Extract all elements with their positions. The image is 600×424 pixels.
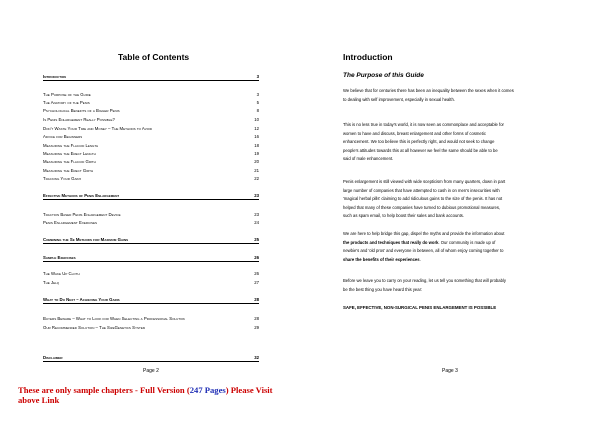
toc-entry[interactable] [43,316,259,322]
paragraph-line: such as spam email, to help boost their sales and bank accounts. [343,213,465,219]
toc-entry[interactable] [43,212,259,218]
toc-entry-label: Traction Based Penis Enlargement Device [43,212,121,217]
toc-entry[interactable] [43,134,259,140]
toc-entry[interactable] [43,176,259,182]
intro-paragraph [343,87,568,104]
toc-entry-label: Don't Waste Your Time and Money – The Methods to Avoid [43,126,153,131]
toc-entry-page: 27 [254,280,259,285]
paragraph-line: share the benefits of their experiences. [343,256,421,262]
toc-entry-page: 8 [256,108,259,113]
toc-entry-label: Psychological Benefits of a Bigger Penis [43,108,120,113]
toc-entry-page: 19 [254,151,259,156]
toc-entry-label: Measuring the Erect Length [43,151,96,156]
toc-entry[interactable] [43,194,259,200]
toc-entry-label: The Purpose of the Guide [43,92,91,97]
toc-entry-page: 25 [254,237,259,242]
toc-entry[interactable] [43,256,259,262]
toc-entry-page: 12 [254,126,259,131]
toc-entry-label: Is Penis Enlargement Really Possible? [43,117,115,122]
intro-paragraph [343,178,568,221]
toc-entry-label: Buyers Beware – What to Look for When Selecting a Professional Solution [43,316,186,321]
toc-entry[interactable] [43,280,259,286]
paragraph-line: enhancement. We too believe this is perfectly right, and would not seek to change [343,139,495,145]
toc-entry[interactable] [43,75,259,81]
toc-entry-label: Tracking Your Gains [43,176,82,181]
toc-entry-page: 26 [254,271,259,276]
toc-entry[interactable] [43,126,259,132]
toc-entry[interactable] [43,220,259,226]
left-page [0,0,300,390]
sample-notice-suffix: ) Please Visit [225,385,273,395]
intro-paragraph [343,121,568,164]
toc-entry-label: Introduction [43,74,67,79]
paragraph-line: helped that many of these companies have turned to dubious promotional measures, [343,204,501,210]
closing-statement: SAFE, EFFECTIVE, NON-SURGICAL PENIS ENLARGEMENT IS POSSIBLE [343,305,497,310]
toc-entry-label: Penis Enlargement Exercises [43,220,97,225]
paragraph-line: Before we leave you to carry on your reading, let us tell you something that will probably [343,278,506,283]
toc-entry[interactable] [43,238,259,244]
paragraph-line: to dealing with self improvement, especially in sexual health. [343,96,455,102]
toc-entry[interactable] [43,159,259,165]
toc-entry-page: 26 [254,255,259,260]
toc-entry-label: Measuring the Flaccid Girth [43,159,96,164]
intro-paragraph [343,277,568,294]
toc-entry[interactable] [43,168,259,174]
toc-entry-label: Combining the Se Methods for Maximum Gains [43,237,129,242]
toc-entry-page: 16 [254,134,259,139]
intro-title: Introduction [343,52,393,62]
toc-entry[interactable] [43,92,259,98]
page-number-right: Page 3 [442,368,458,374]
paragraph-line: the products and techniques that really do work. Our community is made up of [343,239,496,245]
toc-entry-label: What to Do Next – Achieving Your Gains [43,297,120,302]
intro-paragraph [343,230,568,264]
toc-entry-page: 23 [254,193,259,198]
paragraph-line: be the best thing you have heard this year: [343,286,423,292]
paragraph-line: people's attitudes towards this at all however we feel the same should be able to be [343,147,498,153]
toc-entry-page: 3 [256,74,259,79]
paragraph-line: This is no less true in today's world, it is now seen as commonplace and acceptable for [343,122,504,127]
paragraph-line: We are here to help bridge this gap, dispel the myths and provide the information about [343,231,505,236]
toc-entry-page: 24 [254,220,259,225]
intro-subtitle: The Purpose of this Guide [343,72,424,79]
paragraph-line: 'magical herbal pills' claiming to add ridiculous gains to the size of the penis. It has not [343,196,503,202]
toc-entry-page: 23 [254,212,259,217]
paragraph-line: newbie's and 'old pros' and everyone in between, all of whom enjoy coming together to [343,248,504,254]
paragraph-line: Penis enlargement is still viewed with wide scepticism from many quarters, down in part [343,179,506,184]
toc-entry-page: 28 [254,316,259,321]
sample-notice-line2: above Link [18,395,60,405]
toc-entry-label: Disclaimer [43,355,63,360]
paragraph-line: said of male enhancement. [343,156,394,162]
toc-entry-label: The Anatomy of the Penis [43,100,90,105]
toc-entry-label: Advice for Beginners [43,134,83,139]
toc-entry-label: Our Recommended Solution – The SizeGenetics System [43,325,146,330]
paragraph-line: We believe that for centuries there has been an inequality between the sexes when it comes [343,88,514,93]
toc-entry[interactable] [43,117,259,123]
toc-entry[interactable] [43,356,259,362]
toc-entry-page: 3 [256,92,259,97]
toc-entry-label: Measuring the Flaccid Length [43,143,99,148]
toc-title: Table of Contents [118,52,190,62]
toc-entry-page: 5 [256,100,259,105]
toc-entry-label: Sample Exercises [43,255,76,260]
toc-entry-label: Measuring the Erect Girth [43,168,94,173]
toc-entry-page: 10 [254,117,259,122]
sample-notice-prefix: These are only sample chapters - Full Version ( [18,385,190,395]
page-number-left: Page 2 [143,368,159,374]
toc-entry[interactable] [43,271,259,277]
toc-entry-page: 18 [254,143,259,148]
toc-entry-page: 28 [254,297,259,302]
toc-entry-label: The Wake Up Cloth [43,271,80,276]
toc-entry-label: Effective Methods of Penis Enlargement [43,193,120,198]
toc-entry-page: 22 [254,176,259,181]
toc-entry[interactable] [43,325,259,331]
paragraph-line: large number of companies that have attempted to cash in on men's insecurities with [343,187,500,193]
toc-entry[interactable] [43,100,259,106]
toc-entry-page: 20 [254,159,259,164]
toc-entry-page: 21 [254,168,259,173]
toc-entry-label: The Jelq [43,280,60,285]
toc-entry[interactable] [43,298,259,304]
paragraph-line: women to have and discuss, breast enlargement and other forms of cosmetic [343,130,486,136]
toc-entry-page: 32 [254,355,259,360]
toc-entry[interactable] [43,143,259,149]
toc-entry[interactable] [43,151,259,157]
sample-notice[interactable] [18,385,398,405]
sample-notice-page-count: 247 Pages [189,385,226,395]
toc-entry-page: 29 [254,325,259,330]
toc-entry[interactable] [43,108,259,114]
